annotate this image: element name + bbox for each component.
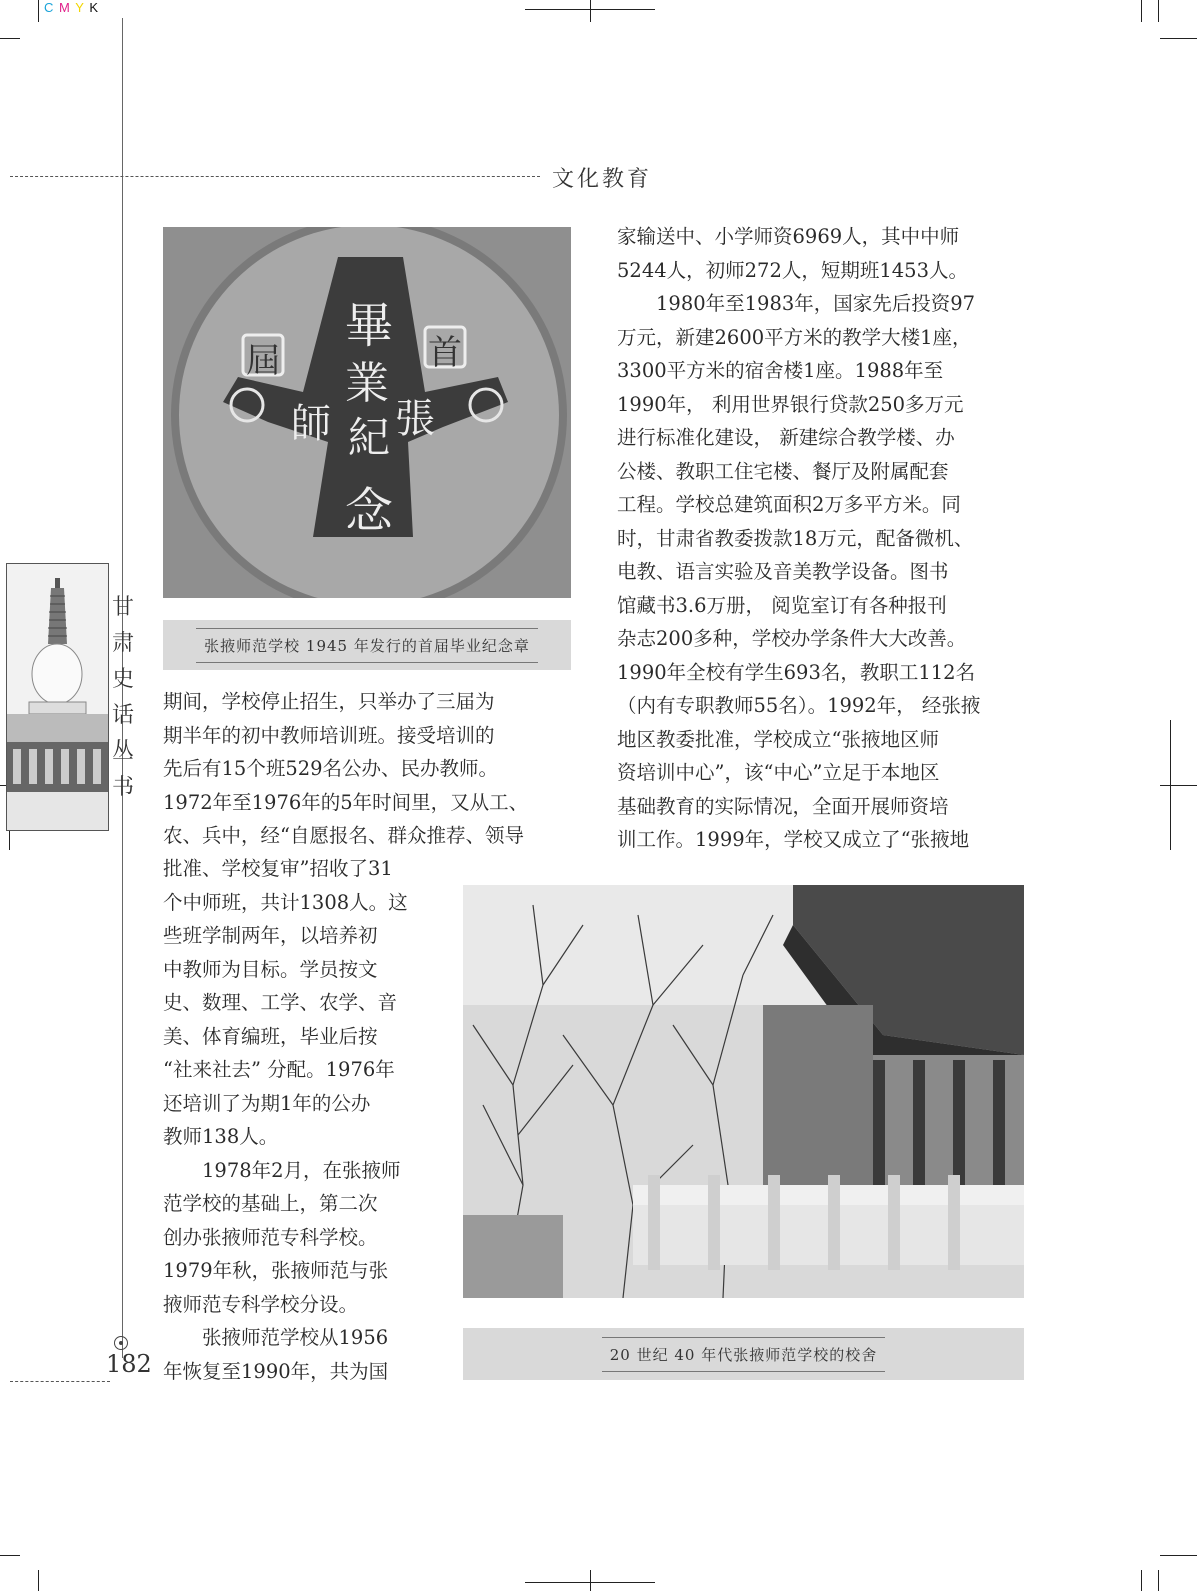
cmyk-m: M — [59, 0, 71, 15]
text-line: 教师138人。 — [163, 1125, 279, 1148]
text-line: 批准、学校复审”招收了31 — [163, 857, 393, 880]
text-line: 万元，新建2600平方米的教学大楼1座， — [617, 325, 972, 349]
badge-photo — [163, 227, 571, 598]
text-line: 1980年至1983年，国家先后投资97 — [656, 292, 976, 315]
badge-char-zhang: 張 — [395, 396, 435, 442]
text-line: 农、兵中，经“自愿报名、群众推荐、领导 — [163, 824, 524, 847]
text-line: 工程。学校总建筑面积2万多平方米。同 — [617, 493, 961, 516]
text-line: 史、数理、工学、农学、音 — [163, 991, 398, 1014]
badge-char-shi: 師 — [291, 401, 331, 447]
text-line: 5244人，初师272人，短期班1453人。 — [617, 258, 968, 282]
text-line: 期间，学校停止招生，只举办了三届为 — [163, 690, 495, 713]
text-line: 些班学制两年，以培养初 — [163, 924, 378, 947]
text-line: 进行标准化建设， 新建综合教学楼、办 — [617, 426, 955, 449]
figure2-caption-box — [463, 1328, 1024, 1380]
badge-char-shou: 首 — [428, 333, 462, 373]
series-char: 肃 — [111, 631, 134, 656]
text-line: 馆藏书3.6万册， 阅览室订有各种报刊 — [617, 593, 947, 617]
text-line: 1990年， 利用世界银行贷款250多万元 — [617, 392, 964, 416]
left-narrow-text — [163, 852, 438, 1388]
text-line: 范学校的基础上，第二次 — [163, 1192, 378, 1215]
page-number: 182 — [106, 1350, 152, 1378]
badge-char-ji: 紀 — [348, 413, 391, 462]
text-line: 1990年全校有学生693名，教职工112名 — [617, 660, 976, 684]
right-column-text — [617, 220, 1025, 857]
text-line: 1979年秋，张掖师范与张 — [163, 1259, 389, 1282]
series-char: 书 — [111, 775, 134, 800]
text-line: 杂志200多种，学校办学条件大大改善。 — [617, 627, 967, 650]
text-line: 3300平方米的宿舍楼1座。1988年至 — [617, 359, 944, 382]
text-line: 个中师班，共计1308人。这 — [163, 890, 408, 914]
text-line: 1978年2月，在张掖师 — [202, 1158, 401, 1182]
cmyk-k: K — [89, 0, 99, 15]
text-line: 期半年的初中教师培训班。接受培训的 — [163, 723, 495, 747]
badge-char-bi: 畢 — [345, 298, 394, 354]
badge-char-jie: 屆 — [246, 341, 280, 381]
text-line: 时，甘肃省教委拨款18万元，配备微机、 — [617, 526, 974, 550]
text-line: 基础教育的实际情况，全面开展师资培 — [617, 794, 949, 818]
text-line: 家输送中、小学师资6969人，其中中师 — [617, 225, 960, 248]
cmyk-y: Y — [75, 0, 85, 15]
text-line: 还培训了为期1年的公办 — [163, 1091, 371, 1115]
text-line: 中教师为目标。学员按文 — [163, 957, 378, 981]
text-line: 资培训中心”，该“中心”立足于本地区 — [617, 761, 940, 784]
series-char: 话 — [111, 703, 134, 728]
page-ornament-icon — [114, 1336, 128, 1350]
footer-rule — [10, 1381, 110, 1382]
badge-char-ye: 業 — [345, 358, 389, 409]
figure1-caption-box — [163, 620, 571, 670]
text-line: 张掖师范学校从1956 — [202, 1326, 389, 1349]
text-line: 公楼、教职工住宅楼、餐厅及附属配套 — [617, 459, 949, 483]
text-line: “社来社去” 分配。1976年 — [163, 1058, 395, 1081]
section-title: 文化教育 — [552, 167, 653, 192]
series-title — [110, 590, 136, 806]
series-char: 丛 — [111, 739, 134, 764]
text-line: 训工作。1999年，学校又成立了“张掖地 — [617, 828, 970, 851]
text-line: （内有专职教师55名）。1992年， 经张掖 — [617, 694, 981, 717]
badge-char-nian: 念 — [345, 483, 394, 539]
text-line: 创办张掖师范专科学校。 — [163, 1225, 378, 1249]
text-line: 地区教委批准，学校成立“张掖地区师 — [617, 727, 939, 751]
series-char: 史 — [111, 667, 134, 692]
sidebar-pagoda-image — [6, 563, 109, 831]
cmyk-c: C — [44, 0, 55, 15]
text-line: 先后有15个班529名公办、民办教师。 — [163, 757, 499, 780]
text-line: 1972年至1976年的5年时间里，又从工、 — [163, 790, 529, 814]
header-rule — [10, 176, 540, 177]
cmyk-print-mark — [44, 0, 99, 15]
series-char: 甘 — [111, 595, 134, 620]
text-line: 美、体育编班，毕业后按 — [163, 1024, 378, 1048]
text-line: 掖师范专科学校分设。 — [163, 1292, 359, 1316]
figure1-caption: 张掖师范学校 1945 年发行的首届毕业纪念章 — [196, 628, 538, 663]
figure2-caption: 20 世纪 40 年代张掖师范学校的校舍 — [602, 1337, 885, 1372]
school-building-photo — [463, 885, 1024, 1298]
text-line: 年恢复至1990年，共为国 — [163, 1359, 389, 1383]
text-line: 电教、语言实验及音美教学设备。图书 — [617, 560, 949, 583]
left-column-text — [163, 685, 571, 853]
